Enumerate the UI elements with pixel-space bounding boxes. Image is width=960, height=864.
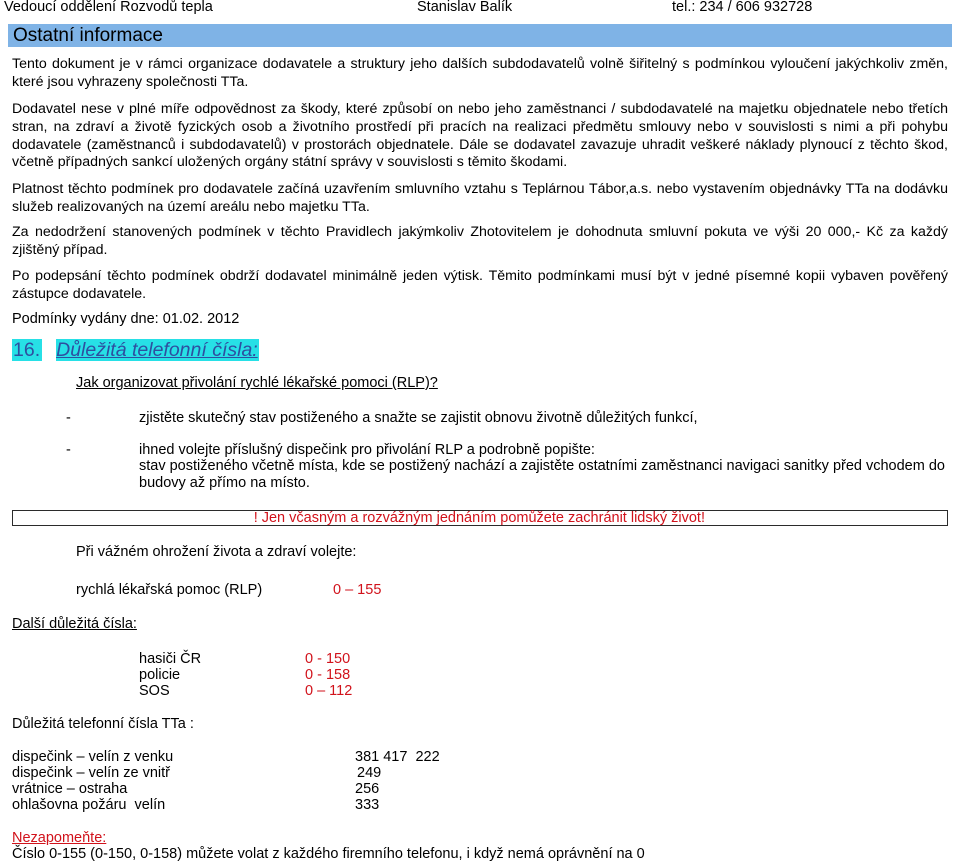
rlp-number: 0 – 155: [333, 582, 382, 598]
header-phone: tel.: 234 / 606 932728: [672, 0, 813, 15]
section-title: Ostatní informace: [13, 25, 163, 46]
other-label-police: policie: [139, 667, 181, 683]
tta-label-dispatch-out: dispečink – velín z venku: [12, 749, 174, 765]
warning-box: [12, 510, 948, 526]
rlp-question: Jak organizovat přivolání rychlé lékařské pomoci (RLP)?: [76, 375, 438, 391]
bullet-text-2: ihned volejte příslušný dispečink pro přivolání RLP a podrobně popište:: [139, 442, 595, 458]
page-header: [0, 0, 960, 17]
paragraph-validity: Platnost těchto podmínek pro dodavatele začíná uzavřením smluvního vztahu s Teplárnou Tábor,a.s. nebo vystavením objednávky TTa na dodávku služeb realizovaných na území areálu nebo majetku TTa.: [12, 181, 948, 215]
bullet-text-2-cont2: budovy až přímo na místo.: [139, 475, 310, 491]
other-number-police: 0 - 158: [305, 667, 351, 683]
reminder-heading: Nezapomeňte:: [12, 830, 107, 846]
paragraph-penalty: Za nedodržení stanovených podmínek v těchto Pravidlech jakýmkoliv Zhotovitelem je dohodnuta smluvní pokuta ve výši 20 000,- Kč za každý zjištěný případ.: [12, 224, 948, 258]
reminder-text: Číslo 0-155 (0-150, 0-158) můžete volat z každého firemního telefonu, i když nemá oprávnění na 0: [12, 846, 645, 862]
paragraph-liability: Dodavatel nese v plné míře odpovědnost za škody, které způsobí on nebo jeho zaměstnanci / subdodavatelé na majetku objednatele nebo třetích stran, na zdraví a životě fyzických osob a životního prostředí při pracích na realizaci předmětu smlouvy nebo v souvislosti s nimi a při pohybu dodavatele (zaměstnanců i subdodavatelů) v prostorách objednatele. Dále se dodavatel zavazuje uhradit veškeré náklady plynoucí z těchto škod, včetně případných sankcí uložených orgány státní správy v souvislosti s těmito škodami.: [12, 101, 948, 171]
other-label-sos: SOS: [139, 683, 170, 699]
tta-numbers-heading: Důležitá telefonní čísla TTa :: [12, 716, 194, 732]
header-role: Vedoucí oddělení Rozvodů tepla: [4, 0, 213, 15]
bullet-dash-1: -: [66, 410, 71, 426]
tta-number-fire-report: 333: [355, 797, 380, 813]
warning-text: ! Jen včasným a rozvážným jednáním pomůžete zachránit lidský život!: [253, 510, 705, 526]
other-label-fire: hasiči ČR: [139, 651, 202, 667]
bullet-text-1: zjistěte skutečný stav postiženého a snažte se zajistit obnovu životně důležitých funkcí,: [139, 410, 698, 426]
issued-date: Podmínky vydány dne: 01.02. 2012: [12, 311, 240, 327]
bullet-dash-2: -: [66, 442, 71, 458]
paragraph-distribution: Tento dokument je v rámci organizace dodavatele a struktury jeho dalších subdodavatelů volně šiřitelný s podmínkou vyloučení jakýchkoliv změn, které jsou vyhrazeny společnosti TTa.: [12, 56, 948, 90]
header-name: Stanislav Balík: [417, 0, 513, 15]
paragraph-copies: Po podepsání těchto podmínek obdrží dodavatel minimálně jeden výtisk. Těmito podmínkami musí být v jedné písemné kopii vybaven pověřený zástupce dodavatele.: [12, 268, 948, 302]
emergency-intro: Při vážném ohrožení života a zdraví volejte:: [76, 544, 357, 560]
tta-number-gate: 256: [355, 781, 380, 797]
other-number-fire: 0 - 150: [305, 651, 351, 667]
bullet-text-2-cont: stav postiženého včetně místa, kde se postižený nachází a zajistěte ostatními zaměstnanci navigaci sanitky před vchodem do: [139, 458, 945, 474]
other-number-sos: 0 – 112: [305, 683, 353, 699]
tta-label-fire-report: ohlašovna požáru velín: [12, 797, 166, 813]
section-16-title: Důležitá telefonní čísla:: [56, 339, 258, 361]
section-16-number: 16.: [13, 339, 41, 361]
section-title-bar: [8, 24, 952, 47]
tta-number-dispatch-out: 381 417 222: [355, 749, 440, 765]
tta-number-dispatch-in: 249: [357, 765, 382, 781]
other-numbers-heading: Další důležitá čísla:: [12, 616, 137, 632]
rlp-label: rychlá lékařská pomoc (RLP): [76, 582, 263, 598]
tta-label-dispatch-in: dispečink – velín ze vnitř: [12, 765, 170, 781]
tta-label-gate: vrátnice – ostraha: [12, 781, 128, 797]
section-16-heading: [12, 339, 259, 361]
